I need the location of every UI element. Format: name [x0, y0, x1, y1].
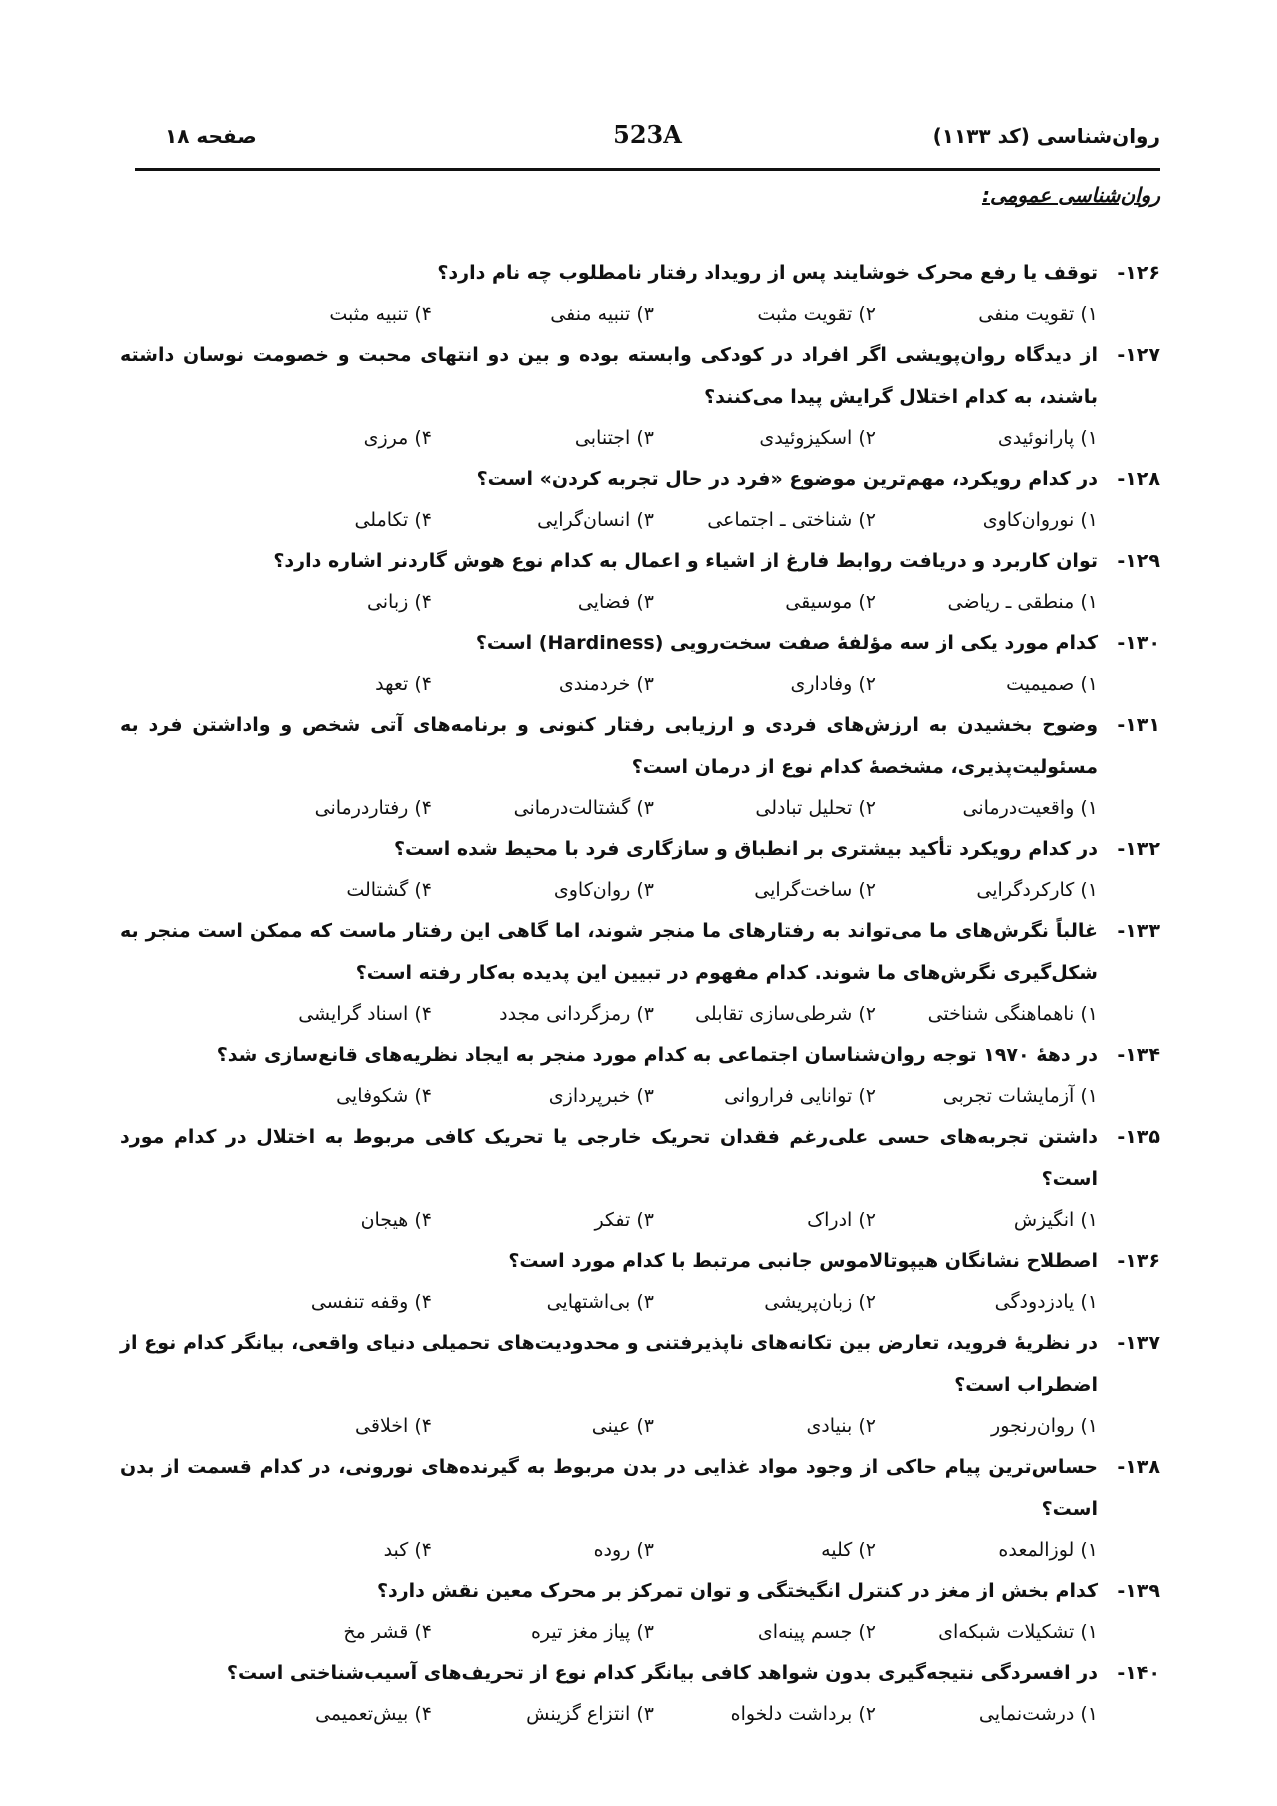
answer-option-1: ۱) پارانوئیدی [997, 427, 1098, 449]
question-text: توقف یا رفع محرک خوشایند پس از رویداد رفتار نامطلوب چه نام دارد؟ [437, 262, 1098, 284]
question-text: کدام بخش از مغز در کنترل انگیختگی و توان تمرکز بر محرک معین نقش دارد؟ [376, 1580, 1098, 1602]
answer-option-3: ۳) روده [593, 1539, 654, 1561]
question-stem [120, 704, 1160, 788]
question-stem [120, 334, 1160, 418]
answer-option-3: ۳) اجتنابی [574, 427, 654, 449]
answer-option-3: ۳) خبرپردازی [548, 1085, 654, 1107]
answer-option-2: ۲) توانایی فراروانی [724, 1085, 876, 1107]
question-block [120, 1322, 1160, 1446]
question-stem [120, 1116, 1160, 1200]
answer-option-1: ۱) کارکردگرایی [976, 879, 1098, 901]
question-stem [120, 1446, 1160, 1530]
answer-options [120, 1200, 1160, 1240]
answer-option-1: ۱) آزمایشات تجربی [942, 1085, 1098, 1107]
question-number: ۱۳۳- [1117, 920, 1160, 942]
answer-option-3: ۳) عینی [591, 1415, 654, 1437]
answer-option-2: ۲) برداشت دلخواه [730, 1703, 876, 1725]
question-text: در افسردگی نتیجه‌گیری بدون شواهد کافی بیانگر کدام نوع از تحریف‌های آسیب‌شناختی است؟ [226, 1662, 1098, 1684]
page-header [135, 118, 1160, 158]
answer-option-1: ۱) تقویت منفی [978, 303, 1098, 325]
answer-option-3: ۳) فضایی [577, 591, 654, 613]
answer-option-4: ۴) تکاملی [354, 509, 432, 531]
answer-option-4: ۴) مرزی [363, 427, 432, 449]
question-number: ۱۲۸- [1117, 468, 1160, 490]
question-number: ۱۳۰- [1117, 632, 1160, 654]
question-block [120, 910, 1160, 1034]
question-text: اصطلاح نشانگان هیپوتالاموس جانبی مرتبط با کدام مورد است؟ [508, 1250, 1098, 1272]
answer-option-2: ۲) بنیادی [806, 1415, 876, 1437]
question-text: توان کاربرد و دریافت روابط فارغ از اشیاء و اعمال به کدام نوع هوش گاردنر اشاره دارد؟ [273, 550, 1098, 572]
answer-option-4: ۴) گشتالت [346, 879, 432, 901]
question-block [120, 252, 1160, 334]
page-number: صفحه ۱۸ [165, 124, 257, 148]
question-number: ۱۳۶- [1117, 1250, 1160, 1272]
answer-option-2: ۲) موسیقی [785, 591, 876, 613]
answer-options [120, 870, 1160, 910]
question-block [120, 622, 1160, 704]
question-number: ۱۲۹- [1117, 550, 1160, 572]
question-block [120, 334, 1160, 458]
question-number: ۱۳۲- [1117, 838, 1160, 860]
question-stem [120, 622, 1160, 664]
question-number: ۱۲۶- [1117, 262, 1160, 284]
answer-option-2: ۲) اسکیزوئیدی [759, 427, 876, 449]
answer-options [120, 1694, 1160, 1734]
answer-option-4: ۴) هیجان [360, 1209, 432, 1231]
answer-options [120, 1282, 1160, 1322]
question-block [120, 540, 1160, 622]
question-block [120, 1240, 1160, 1322]
question-block [120, 704, 1160, 828]
question-stem [120, 910, 1160, 994]
question-block [120, 828, 1160, 910]
answer-option-2: ۲) زبان‌پریشی [764, 1291, 876, 1313]
question-block [120, 1116, 1160, 1240]
question-number: ۱۴۰- [1117, 1662, 1160, 1684]
question-number: ۱۳۷- [1117, 1332, 1160, 1354]
question-text: کدام مورد یکی از سه مؤلفهٔ صفت سخت‌رویی (Hardiness) است؟ [475, 632, 1098, 654]
answer-options [120, 582, 1160, 622]
section-title: روان‌شناسی عمومی: [981, 183, 1160, 207]
question-text: حساس‌ترین پیام حاکی از وجود مواد غذایی در بدن مربوط به گیرنده‌های نورونی، در کدام قسمت از بدن است؟ [120, 1456, 1098, 1520]
question-stem [120, 1570, 1160, 1612]
answer-option-3: ۳) خردمندی [558, 673, 654, 695]
question-number: ۱۳۴- [1117, 1044, 1160, 1066]
answer-option-4: ۴) زبانی [366, 591, 432, 613]
answer-options [120, 1530, 1160, 1570]
question-stem [120, 252, 1160, 294]
question-number: ۱۳۱- [1117, 714, 1160, 736]
answer-options [120, 788, 1160, 828]
header-divider [135, 168, 1160, 171]
question-text: در کدام رویکرد تأکید بیشتری بر انطباق و سازگاری فرد با محیط شده است؟ [393, 838, 1098, 860]
answer-option-2: ۲) وفاداری [790, 673, 876, 695]
answer-option-1: ۱) درشت‌نمایی [978, 1703, 1098, 1725]
question-text: داشتن تجربه‌های حسی علی‌رغم فقدان تحریک خارجی یا تحریک کافی مربوط به اختلال در کدام مورد است؟ [120, 1126, 1098, 1190]
question-stem [120, 1240, 1160, 1282]
answer-options [120, 664, 1160, 704]
question-text: غالباً نگرش‌های ما می‌تواند به رفتارهای ما منجر شوند، اما گاهی این رفتار ماست که ممکن است منجر به شکل‌گیری نگرش‌های ما شوند. کدام مفهوم در تبیین این پدیده به‌کار رفته است؟ [120, 920, 1098, 984]
question-block [120, 1446, 1160, 1570]
answer-option-2: ۲) جسم پینه‌ای [757, 1621, 876, 1643]
question-block [120, 1570, 1160, 1652]
question-block [120, 458, 1160, 540]
answer-options [120, 994, 1160, 1034]
answer-options [120, 294, 1160, 334]
answer-option-4: ۴) وقفه تنفسی [310, 1291, 432, 1313]
answer-option-3: ۳) تفکر [594, 1209, 654, 1231]
answer-option-1: ۱) نوروان‌کاوی [982, 509, 1098, 531]
question-number: ۱۳۸- [1117, 1456, 1160, 1478]
question-stem [120, 828, 1160, 870]
subject-code: روان‌شناسی (کد ۱۱۳۳) [932, 124, 1160, 148]
answer-options [120, 1406, 1160, 1446]
answer-option-2: ۲) ادراک [807, 1209, 876, 1231]
answer-option-4: ۴) قشر مخ [343, 1621, 432, 1643]
question-stem [120, 1034, 1160, 1076]
question-number: ۱۳۹- [1117, 1580, 1160, 1602]
question-text: در دههٔ ۱۹۷۰ توجه روان‌شناسان اجتماعی به کدام مورد منجر به ایجاد نظریه‌های قانع‌سازی شد؟ [216, 1044, 1098, 1066]
answer-option-1: ۱) روان‌رنجور [991, 1415, 1098, 1437]
booklet-code: 523A [613, 120, 682, 149]
question-block [120, 1034, 1160, 1116]
answer-option-2: ۲) ساخت‌گرایی [754, 879, 876, 901]
question-stem [120, 458, 1160, 500]
answer-option-1: ۱) لوزالمعده [998, 1539, 1098, 1561]
answer-option-3: ۳) بی‌اشتهایی [546, 1291, 654, 1313]
answer-option-1: ۱) انگیزش [1013, 1209, 1098, 1231]
answer-option-4: ۴) شکوفایی [336, 1085, 432, 1107]
answer-option-4: ۴) اسناد گرایشی [298, 1003, 432, 1025]
question-list [120, 252, 1160, 1734]
answer-option-4: ۴) بیش‌تعمیمی [315, 1703, 432, 1725]
answer-option-4: ۴) تنبیه مثبت [329, 303, 432, 325]
answer-option-3: ۳) رمزگردانی مجدد [499, 1003, 654, 1025]
answer-option-4: ۴) رفتاردرمانی [314, 797, 432, 819]
question-stem [120, 1322, 1160, 1406]
answer-option-2: ۲) شرطی‌سازی تقابلی [695, 1003, 876, 1025]
answer-options [120, 418, 1160, 458]
answer-options [120, 1076, 1160, 1116]
answer-option-1: ۱) واقعیت‌درمانی [962, 797, 1098, 819]
question-stem [120, 540, 1160, 582]
answer-option-3: ۳) تنبیه منفی [550, 303, 654, 325]
answer-option-4: ۴) اخلاقی [355, 1415, 432, 1437]
answer-option-1: ۱) منطقی ـ ریاضی [947, 591, 1098, 613]
question-block [120, 1652, 1160, 1734]
question-text: وضوح بخشیدن به ارزش‌های فردی و ارزیابی رفتار کنونی و برنامه‌های آتی شخص و واداشتن فرد به مسئولیت‌پذیری، مشخصهٔ کدام نوع از درمان است؟ [120, 714, 1098, 778]
answer-option-4: ۴) کبد [383, 1539, 432, 1561]
answer-option-3: ۳) گشتالت‌درمانی [513, 797, 654, 819]
answer-option-1: ۱) صمیمیت [1006, 673, 1098, 695]
answer-options [120, 500, 1160, 540]
question-stem [120, 1652, 1160, 1694]
answer-option-1: ۱) تشکیلات شبکه‌ای [938, 1621, 1098, 1643]
answer-option-3: ۳) روان‌کاوی [553, 879, 654, 901]
answer-option-3: ۳) انتزاع گزینش [526, 1703, 654, 1725]
answer-option-1: ۱) ناهماهنگی شناختی [927, 1003, 1098, 1025]
answer-option-3: ۳) پیاز مغز تیره [530, 1621, 654, 1643]
question-text: از دیدگاه روان‌پویشی اگر افراد در کودکی وابسته بوده و بین دو انتهای محبت و خصومت نوسان داشته باشند، به کدام اختلال گرایش پیدا می‌کنند؟ [120, 344, 1098, 408]
answer-option-3: ۳) انسان‌گرایی [537, 509, 654, 531]
answer-option-2: ۲) تحلیل تبادلی [755, 797, 876, 819]
answer-option-4: ۴) تعهد [375, 673, 432, 695]
answer-option-2: ۲) شناختی ـ اجتماعی [707, 509, 876, 531]
question-number: ۱۳۵- [1117, 1126, 1160, 1148]
answer-option-1: ۱) یادزدودگی [994, 1291, 1098, 1313]
answer-option-2: ۲) کلیه [821, 1539, 876, 1561]
question-number: ۱۲۷- [1117, 344, 1160, 366]
answer-option-2: ۲) تقویت مثبت [757, 303, 876, 325]
answer-options [120, 1612, 1160, 1652]
question-text: در نظریهٔ فروید، تعارض بین تکانه‌های ناپذیرفتنی و محدودیت‌های تحمیلی دنیای واقعی، بیانگر کدام نوع از اضطراب است؟ [120, 1332, 1098, 1396]
question-text: در کدام رویکرد، مهم‌ترین موضوع «فرد در حال تجربه کردن» است؟ [476, 468, 1098, 490]
